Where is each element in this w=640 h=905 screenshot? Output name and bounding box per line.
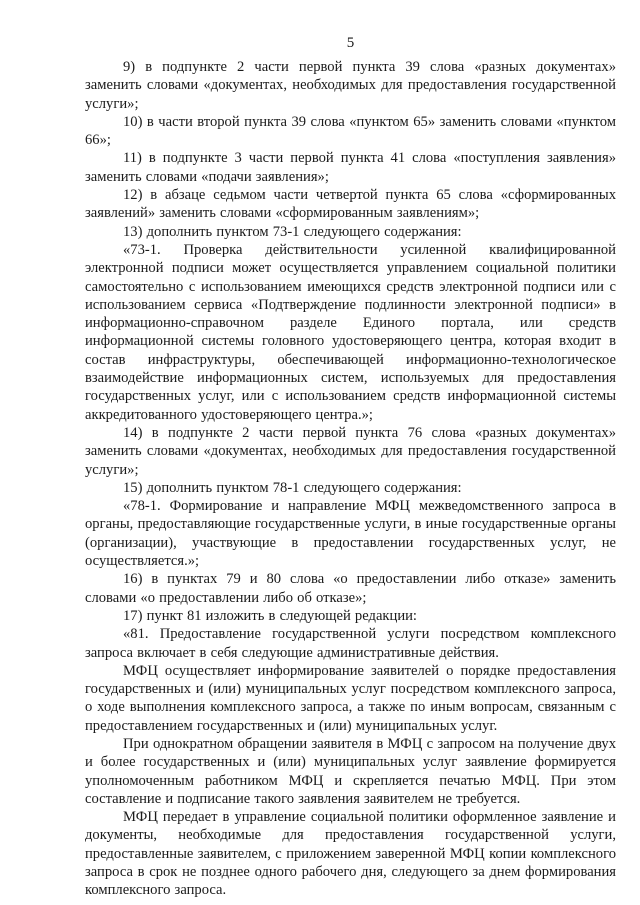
paragraph-quote-73-1: «73-1. Проверка действительности усиленной квалифицированной электронной подписи может осуществляется управлением социальной политики самостоятельно с использованием имеющихся средств электронной подписи или с использованием сервиса «Подтверждение подлинности электронной подписи» в информационно-справочном разделе Единого портала, или средств информационной системы головного удостоверяющего центра, которая входит в состав инфраструктуры, обеспечивающей информационно-технологическое взаимодействие информационных систем, используемых для предоставления государственных услуг, или с использованием средств информационной системы аккредитованного удостоверяющего центра.»;	[85, 241, 616, 423]
paragraph-item-9: 9) в подпункте 2 части первой пункта 39 слова «разных документах» заменить словами «документах, необходимых для предоставления государственной услуги»;	[85, 59, 616, 112]
paragraph-single-request: При однократном обращении заявителя в МФЦ с запросом на получение двух и более государственных и (или) муниципальных услуг заявление формируется уполномоченным работником МФЦ и скрепляется печатью МФЦ. При этом составление и подписание такого заявления заявителем не требуется.	[85, 735, 616, 807]
paragraph-item-11: 11) в подпункте 3 части первой пункта 41 слова «поступления заявления» заменить словами «подачи заявления»;	[85, 150, 616, 185]
paragraph-mfc-transfer: МФЦ передает в управление социальной политики оформленное заявление и документы, необходимые для предоставления государственной услуги, предоставленные заявителем, с приложением заверенной МФЦ копии комплексного запроса в срок не позднее одного рабочего дня, следующего за днем формирования комплексного запроса.	[85, 809, 616, 899]
paragraph-item-12: 12) в абзаце седьмом части четвертой пункта 65 слова «сформированных заявлений» заменить словами «сформированным заявлениям»;	[85, 187, 616, 222]
page-number: 5	[346, 35, 355, 51]
paragraph-item-16: 16) в пунктах 79 и 80 слова «о предоставлении либо отказе» заменить словами «о предоставлении либо об отказе»;	[85, 571, 616, 606]
paragraph-item-15: 15) дополнить пунктом 78-1 следующего содержания:	[123, 479, 462, 496]
paragraph-quote-78-1: «78-1. Формирование и направление МФЦ межведомственного запроса в органы, предоставляющие государственные услуги, в иные государственные органы (организации), участвующие в предоставлении государственных услуг, не осуществляется.»;	[85, 498, 616, 570]
paragraph-item-13: 13) дополнить пунктом 73-1 следующего содержания:	[123, 223, 462, 240]
paragraph-quote-81: «81. Предоставление государственной услуги посредством комплексного запроса включает в себя следующие административные действия.	[85, 626, 616, 661]
document-page	[85, 34, 616, 900]
paragraph-item-10: 10) в части второй пункта 39 слова «пунктом 65» заменить словами «пунктом 66»;	[85, 113, 616, 149]
paragraph-item-17: 17) пункт 81 изложить в следующей редакции:	[123, 607, 417, 624]
paragraph-item-14: 14) в подпункте 2 части первой пункта 76 слова «разных документах» заменить словами «документах, необходимых для предоставления государственной услуги»;	[85, 424, 616, 478]
paragraph-mfc-informing: МФЦ осуществляет информирование заявителей о порядке предоставления государственных и (или) муниципальных услуг посредством комплексного запроса, о ходе выполнения комплексного запроса, а также по иным вопросам, связанным с предоставлением государственных и (или) муниципальных услуг.	[85, 662, 616, 734]
